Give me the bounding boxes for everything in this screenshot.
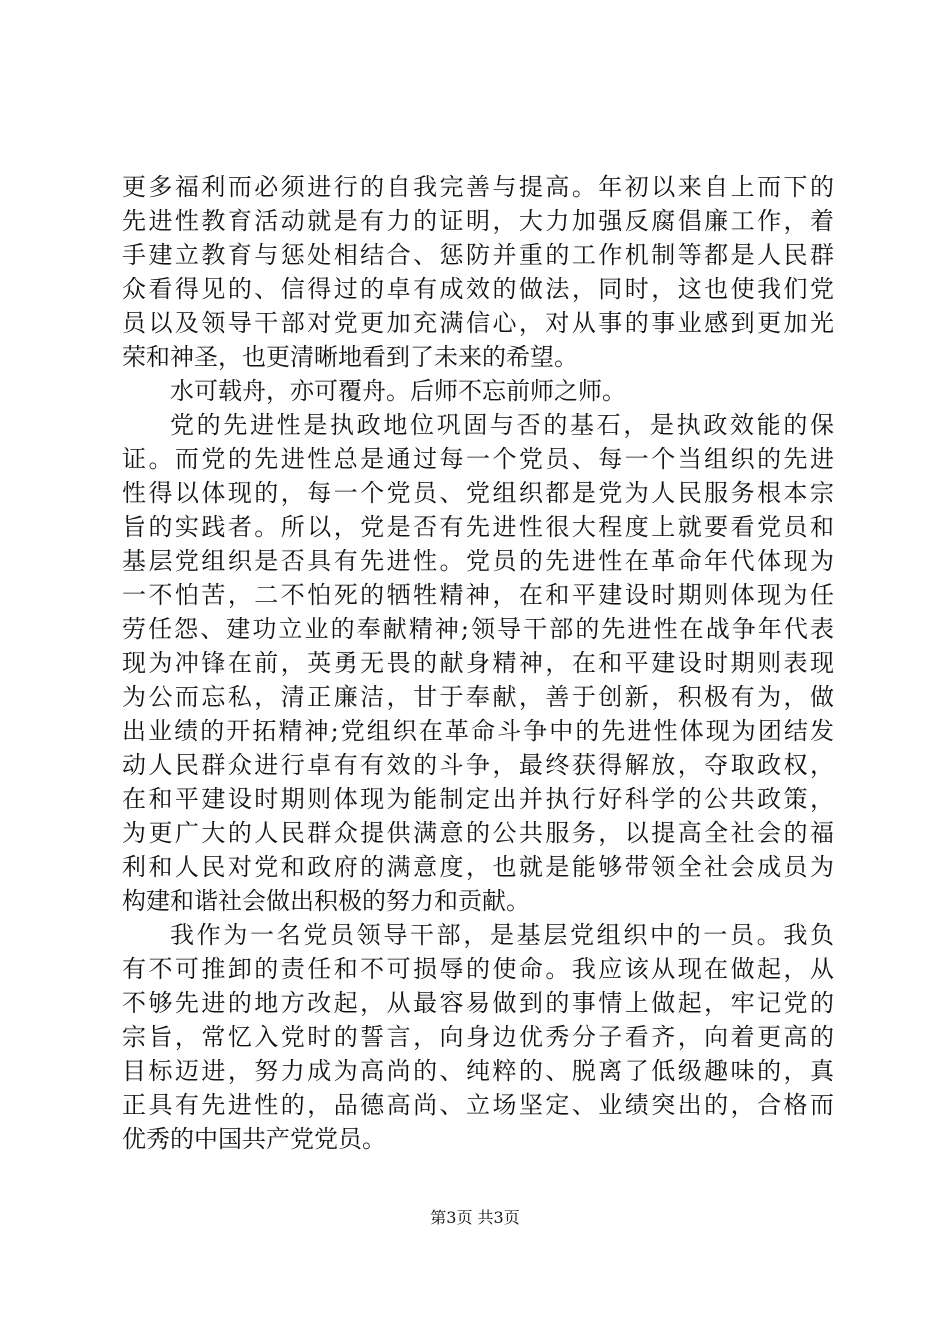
text-line: 宗旨，常忆入党时的誓言，向身边优秀分子看齐，向着更高的 [122, 1023, 834, 1051]
text-line: 出业绩的开拓精神;党组织在革命斗争中的先进性体现为团结发 [122, 717, 834, 745]
text-line: 构建和谐社会做出积极的努力和贡献。 [122, 887, 530, 915]
text-line: 劳任怨、建功立业的奉献精神;领导干部的先进性在战争年代表 [122, 615, 834, 643]
page-number-label: 第3页 共3页 [430, 1208, 520, 1227]
text-line: 目标迈进，努力成为高尚的、纯粹的、脱离了低级趣味的，真 [122, 1057, 834, 1085]
text-line: 党的先进性是执政地位巩固与否的基石，是执政效能的保 [170, 411, 834, 439]
text-line: 为更广大的人民群众提供满意的公共服务，以提高全社会的福 [122, 819, 834, 847]
page-footer [0, 1208, 950, 1228]
text-line: 性得以体现的，每一个党员、党组织都是党为人民服务根本宗 [122, 479, 834, 507]
text-line: 众看得见的、信得过的卓有成效的做法，同时，这也使我们党 [122, 275, 834, 303]
text-line: 不够先进的地方改起，从最容易做到的事情上做起，牢记党的 [122, 989, 834, 1017]
text-line: 我作为一名党员领导干部，是基层党组织中的一员。我负 [170, 921, 834, 949]
text-line: 荣和神圣，也更清晰地看到了未来的希望。 [122, 343, 578, 371]
text-line: 基层党组织是否具有先进性。党员的先进性在革命年代体现为 [122, 547, 834, 575]
text-line: 先进性教育活动就是有力的证明，大力加强反腐倡廉工作，着 [122, 207, 834, 235]
text-line: 水可载舟，亦可覆舟。后师不忘前师之师。 [170, 377, 626, 405]
text-line: 动人民群众进行卓有有效的斗争，最终获得解放，夺取政权， [122, 751, 834, 779]
text-line: 有不可推卸的责任和不可损辱的使命。我应该从现在做起，从 [122, 955, 834, 983]
text-line: 手建立教育与惩处相结合、惩防并重的工作机制等都是人民群 [122, 241, 834, 269]
text-line: 员以及领导干部对党更加充满信心，对从事的事业感到更加光 [122, 309, 834, 337]
text-line: 现为冲锋在前，英勇无畏的献身精神，在和平建设时期则表现 [122, 649, 834, 677]
text-line: 一不怕苦，二不怕死的牺牲精神，在和平建设时期则体现为任 [122, 581, 834, 609]
text-line: 更多福利而必须进行的自我完善与提高。年初以来自上而下的 [122, 173, 834, 201]
text-line: 证。而党的先进性总是通过每一个党员、每一个当组织的先进 [122, 445, 834, 473]
text-line: 利和人民对党和政府的满意度，也就是能够带领全社会成员为 [122, 853, 834, 881]
text-line: 旨的实践者。所以，党是否有先进性很大程度上就要看党员和 [122, 513, 834, 541]
body-text [122, 170, 834, 1156]
text-line: 优秀的中国共产党党员。 [122, 1125, 386, 1153]
text-line: 为公而忘私，清正廉洁，甘于奉献，善于创新，积极有为，做 [122, 683, 834, 711]
text-line: 正具有先进性的，品德高尚、立场坚定、业绩突出的，合格而 [122, 1091, 834, 1119]
text-line: 在和平建设时期则体现为能制定出并执行好科学的公共政策， [122, 785, 834, 813]
